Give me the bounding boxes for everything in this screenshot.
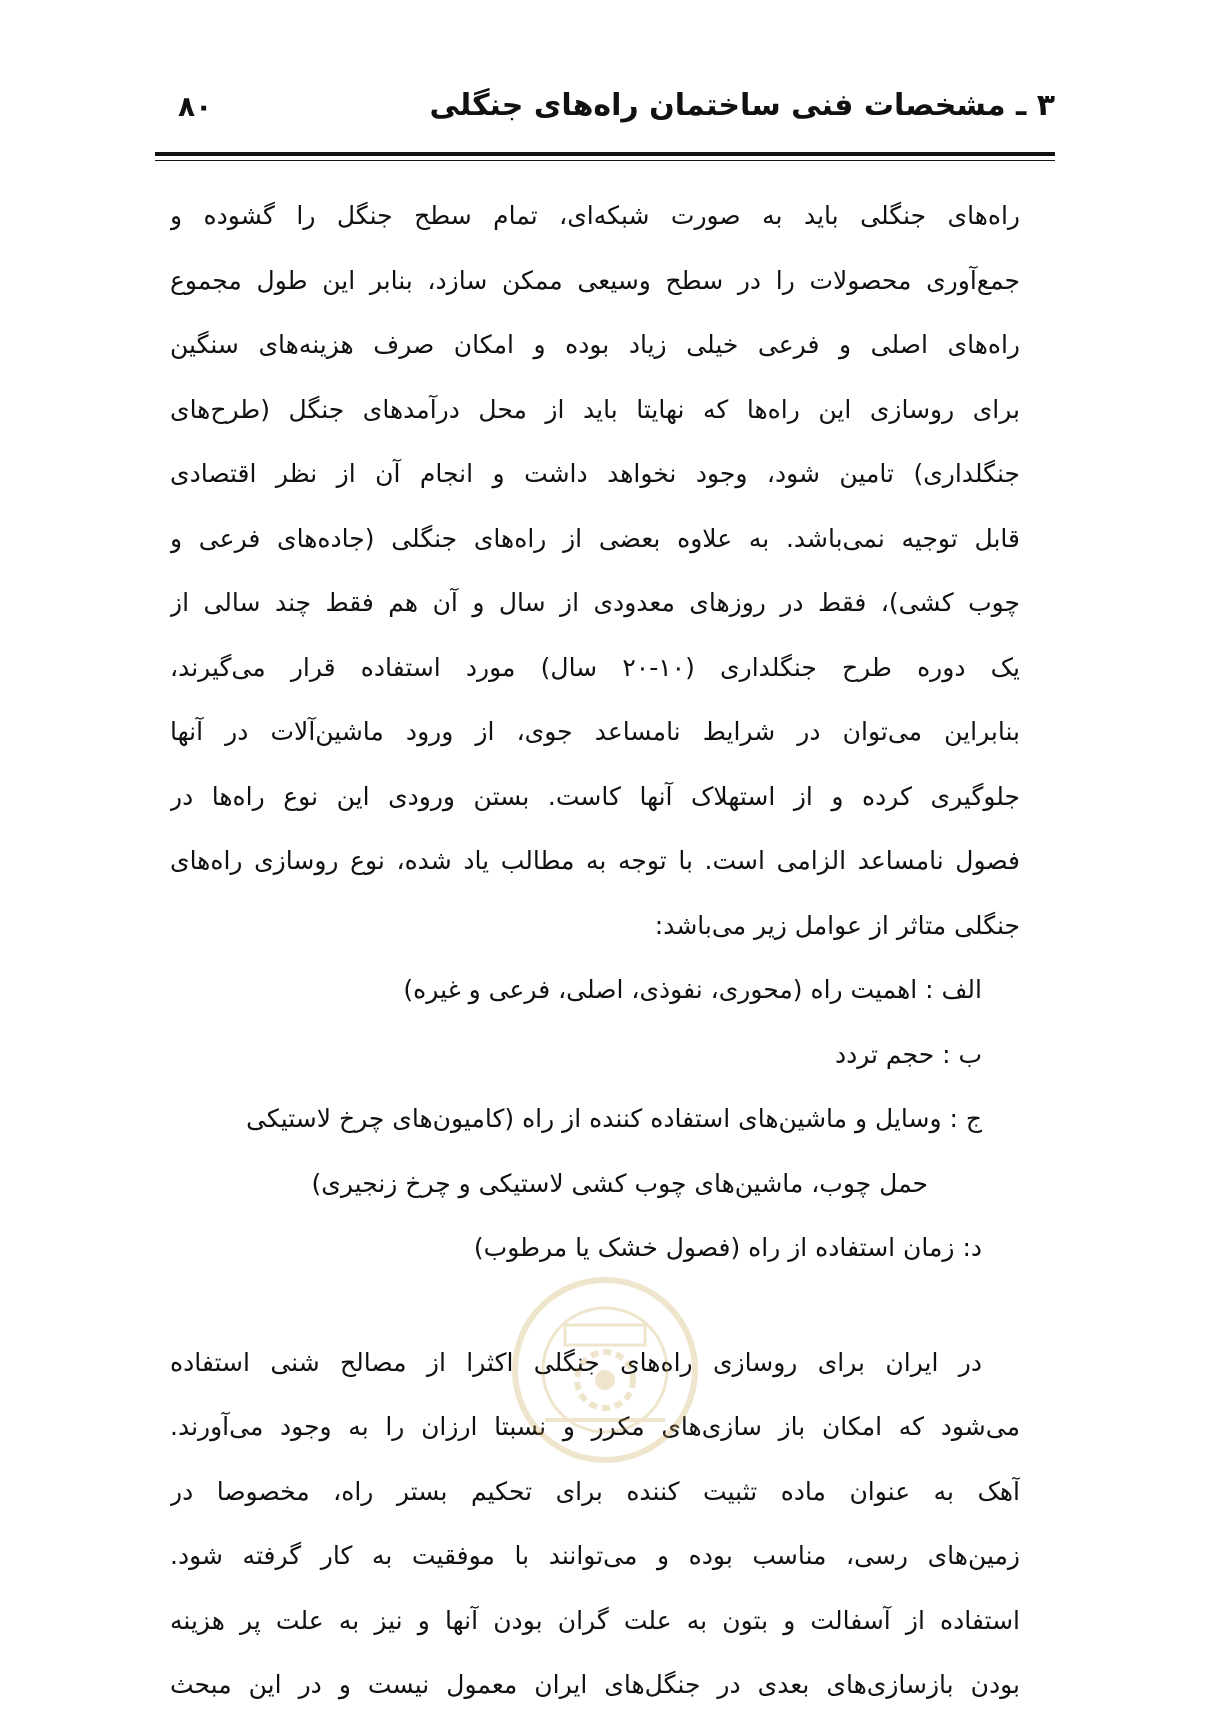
paragraph-line: فصول نامساعد الزامی است. با توجه به مطالب یاد شده، نوع روسازی راه‌های xyxy=(170,846,1020,875)
body-text xyxy=(170,184,1020,1718)
list-item-a: الف : اهمیت راه (محوری، نفوذی، اصلی، فرعی و غیره) xyxy=(403,975,982,1004)
paragraph-line: جمع‌آوری محصولات را در سطح وسیعی ممکن سازد، بنابر این طول مجموع xyxy=(170,265,1020,295)
paragraph-line: استفاده از آسفالت و بتون به علت گران بودن آنها و نیز به علت پر هزینه xyxy=(170,1605,1020,1635)
header-rule-thick xyxy=(155,152,1055,156)
publisher-seal-icon xyxy=(505,1270,705,1470)
paragraph-line: زمین‌های رسی، مناسب بوده و می‌توانند با موفقیت به کار گرفته شود. xyxy=(170,1541,1020,1570)
list-item-d: د: زمان استفاده از راه (فصول خشک یا مرطوب) xyxy=(473,1233,982,1262)
paragraph-line: در ایران برای روسازی راه‌های جنگلی اکثرا از مصالح شنی استفاده xyxy=(170,1347,982,1377)
list-item-b: ب : حجم تردد xyxy=(834,1039,982,1069)
paragraph-line: راه‌های اصلی و فرعی خیلی زیاد بوده و امکان صرف هزینه‌های سنگین xyxy=(170,330,1020,359)
paragraph-line: آهک به عنوان ماده تثبیت کننده برای تحکیم بستر راه، مخصوصا در xyxy=(170,1476,1020,1506)
paragraph-line: چوب کشی)، فقط در روزهای معدودی از سال و آن هم فقط چند سالی از xyxy=(170,588,1020,617)
chapter-title: ۳ ـ مشخصات فنی ساختمان راه‌های جنگلی xyxy=(429,88,1055,123)
paragraph-line: یک دوره طرح جنگلداری (۱۰-۲۰ سال) مورد استفاده قرار می‌گیرند، xyxy=(170,652,1020,682)
paragraph-line: می‌شود که امکان باز سازی‌های مکرر و نسبتا ارزان را به وجود می‌آورند. xyxy=(170,1412,1020,1441)
paragraph-line: جنگلداری) تامین شود، وجود نخواهد داشت و انجام آن از نظر اقتصادی xyxy=(170,459,1020,488)
list-item-c: ج : وسایل و ماشین‌های استفاده کننده از راه (کامیون‌های چرخ لاستیکی xyxy=(246,1104,982,1133)
paragraph-line: بنابراین می‌توان در شرایط نامساعد جوی، از ورود ماشین‌آلات در آنها xyxy=(170,717,1020,746)
list-item-c-continuation: حمل چوب، ماشین‌های چوب کشی لاستیکی و چرخ زنجیری) xyxy=(311,1168,928,1198)
page-header xyxy=(150,88,1055,138)
header-rule-thin xyxy=(155,160,1055,161)
paragraph-line: قابل توجیه نمی‌باشد. به علاوه بعضی از راه‌های جنگلی (جاده‌های فرعی و xyxy=(170,523,1020,553)
paragraph-line: جلوگیری کرده و از استهلاک آنها کاست. بستن ورودی این نوع راه‌ها در xyxy=(170,781,1020,811)
paragraph-line: برای روسازی این راه‌ها که نهایتا باید از محل درآمدهای جنگل (طرح‌های xyxy=(170,394,1020,424)
paragraph-line: جنگلی متاثر از عوامل زیر می‌باشد: xyxy=(654,910,1020,940)
page-number: ۸۰ xyxy=(178,90,213,123)
paragraph-line: بودن بازسازی‌های بعدی در جنگل‌های ایران معمول نیست و در این مبحث xyxy=(170,1670,1020,1699)
paragraph-line: راه‌های جنگلی باید به صورت شبکه‌ای، تمام سطح جنگل را گشوده و xyxy=(170,201,1020,230)
